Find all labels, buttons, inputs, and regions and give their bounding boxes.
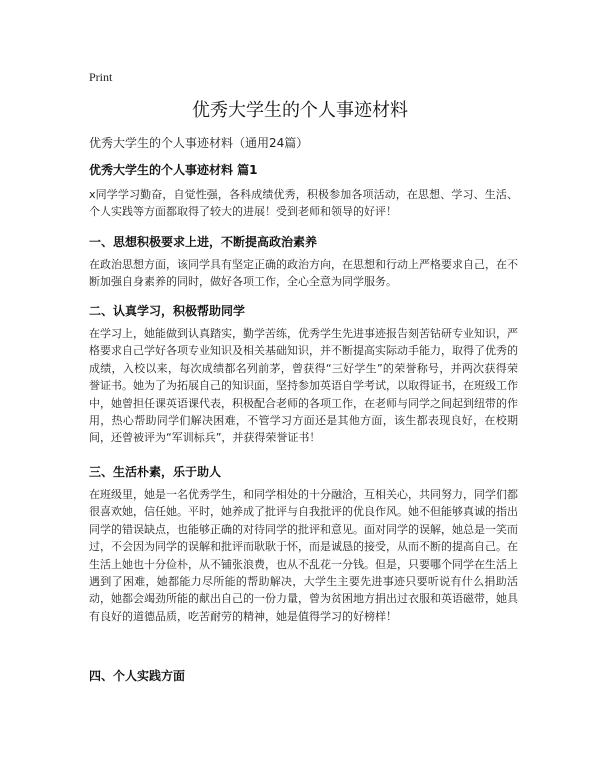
section-2-title: 二、认真学习，积极帮助同学 xyxy=(89,304,246,318)
section-3-title: 三、生活朴素，乐于助人 xyxy=(89,465,222,479)
section-2-text: 在学习上，她能做到认真踏实，勤学苦练，优秀学生先进事迹报告刻苦钻研专业知识，严格要求自己学好各项专业知识及相关基础知识，并不断提高实际动手能力，取得了优秀的成绩，入校以来，每次成绩都名列前茅，曾获得“三好学生”的荣誉称号，并两次获得荣誉证书。她为了为拓展自己的知识面，坚持参加英语自学考试，以取得证书，在班级工作中，她曾担任课英语课代表，积极配合老师的各项工作，在老师与同学之间起到纽带的作用，热心帮助同学们解决困难，不管学习方面还是其他方面，该生都表现良好，在校期间，还曾被评为“军训标兵”，并获得荣誉证书！ xyxy=(89,327,518,445)
section-4-title: 四、个人实践方面 xyxy=(89,669,186,683)
page-subtitle: 优秀大学生的个人事迹材料（通用24篇） xyxy=(89,136,309,150)
page-title: 优秀大学生的个人事迹材料 xyxy=(192,100,408,121)
section-3-text: 在班级里，她是一名优秀学生，和同学相处的十分融洽，互相关心，共同努力，同学们都很喜欢她，信任她。平时，她养成了批评与自我批评的优良作风。她不但能够真诚的指出同学的错误缺点，也能够正确的对待同学的批评和意见。面对同学的误解，她总是一笑而过，不会因为同学的误解和批评而耿耿于怀，而是诚恳的接受，从而不断的提高自己。在生活上她也十分俭朴，从不铺张浪费，也从不乱花一分钱。但是，只要哪个同学在生活上遇到了困难，她都能力尽所能的帮助解决，大学生主要先进事迹只要听说有什么捐助活动，她都会竭劲所能的献出自己的一份力量，曾为贫困地方捐出过衣服和英语磁带，她具有良好的道德品质，吃苦耐劳的精神，她是值得学习的好榜样！ xyxy=(89,488,518,623)
article-heading: 优秀大学生的个人事迹材料 篇1 xyxy=(89,163,258,177)
section-1-title: 一、思想积极要求上进，不断提高政治素养 xyxy=(89,235,318,249)
intro-paragraph: x同学学习勤奋，自觉性强，各科成绩优秀，积极参加各项活动，在思想、学习、生活、个人实践等方面都取得了较大的进展！受到老师和领导的好评！ xyxy=(89,188,518,219)
print-link[interactable]: Print xyxy=(89,70,113,84)
section-1-text: 在政治思想方面，该同学具有坚定正确的政治方向，在思想和行动上严格要求自己，在不断加强自身素养的同时，做好各项工作，全心全意为同学服务。 xyxy=(89,258,518,289)
